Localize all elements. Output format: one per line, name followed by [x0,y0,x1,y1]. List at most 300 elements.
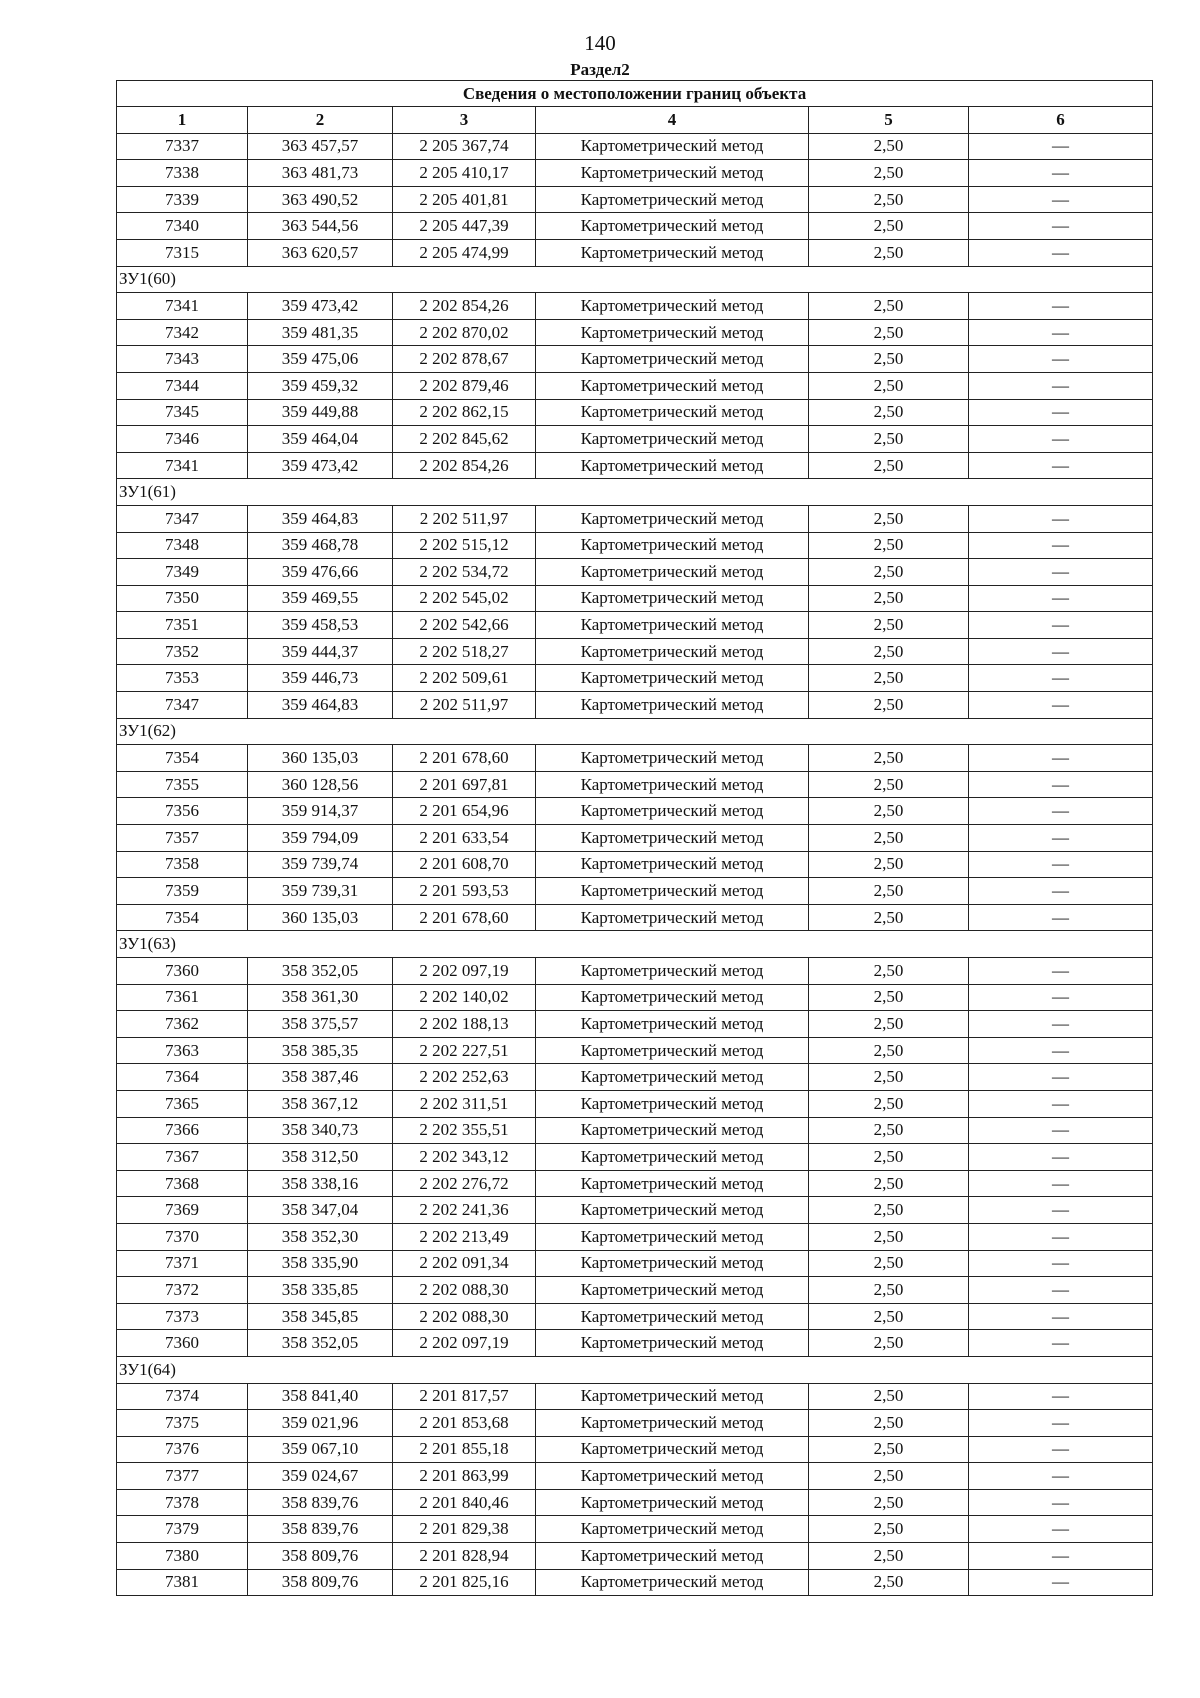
coord-x-cell: 359 464,83 [248,505,393,532]
method-cell: Картометрический метод [536,1011,809,1038]
description-cell: — [969,745,1153,772]
coord-y-cell: 2 201 817,57 [393,1383,536,1410]
description-cell: — [969,825,1153,852]
method-cell: Картометрический метод [536,160,809,187]
accuracy-cell: 2,50 [809,1436,969,1463]
description-cell: — [969,665,1153,692]
coord-x-cell: 358 335,90 [248,1250,393,1277]
coord-x-cell: 358 839,76 [248,1489,393,1516]
description-cell: — [969,293,1153,320]
accuracy-cell: 2,50 [809,1303,969,1330]
point-number-cell: 7363 [117,1037,248,1064]
table-row [117,878,1153,905]
coord-x-cell: 358 809,76 [248,1569,393,1596]
coord-y-cell: 2 205 401,81 [393,186,536,213]
method-cell: Картометрический метод [536,1543,809,1570]
point-number-cell: 7360 [117,958,248,985]
table-row [117,213,1153,240]
coord-x-cell: 359 464,04 [248,426,393,453]
group-header-row [117,931,1153,958]
coord-x-cell: 363 544,56 [248,213,393,240]
table-row [117,1516,1153,1543]
coord-x-cell: 360 128,56 [248,771,393,798]
point-number-cell: 7378 [117,1489,248,1516]
method-cell: Картометрический метод [536,426,809,453]
description-cell: — [969,1330,1153,1357]
method-cell: Картометрический метод [536,1170,809,1197]
coord-x-cell: 359 024,67 [248,1463,393,1490]
method-cell: Картометрический метод [536,585,809,612]
point-number-cell: 7380 [117,1543,248,1570]
description-cell: — [969,1277,1153,1304]
point-number-cell: 7377 [117,1463,248,1490]
method-cell: Картометрический метод [536,1410,809,1437]
coord-y-cell: 2 201 863,99 [393,1463,536,1490]
description-cell: — [969,1144,1153,1171]
method-cell: Картометрический метод [536,798,809,825]
coord-x-cell: 359 914,37 [248,798,393,825]
coord-x-cell: 358 335,85 [248,1277,393,1304]
accuracy-cell: 2,50 [809,904,969,931]
coord-x-cell: 359 481,35 [248,319,393,346]
point-number-cell: 7365 [117,1090,248,1117]
table-row [117,612,1153,639]
accuracy-cell: 2,50 [809,213,969,240]
point-number-cell: 7341 [117,293,248,320]
point-number-cell: 7347 [117,692,248,719]
description-cell: — [969,532,1153,559]
description-cell: — [969,1489,1153,1516]
coord-y-cell: 2 202 188,13 [393,1011,536,1038]
table-row [117,1383,1153,1410]
method-cell: Картометрический метод [536,1064,809,1091]
accuracy-cell: 2,50 [809,239,969,266]
coord-y-cell: 2 201 828,94 [393,1543,536,1570]
boundary-coordinates-table [116,80,1153,1596]
group-header-row [117,266,1153,293]
method-cell: Картометрический метод [536,612,809,639]
description-cell: — [969,958,1153,985]
coord-y-cell: 2 202 870,02 [393,319,536,346]
method-cell: Картометрический метод [536,1463,809,1490]
coord-x-cell: 358 347,04 [248,1197,393,1224]
accuracy-cell: 2,50 [809,798,969,825]
accuracy-cell: 2,50 [809,426,969,453]
description-cell: — [969,851,1153,878]
table-row [117,1489,1153,1516]
description-cell: — [969,213,1153,240]
description-cell: — [969,452,1153,479]
table-row [117,1410,1153,1437]
accuracy-cell: 2,50 [809,1064,969,1091]
description-cell: — [969,585,1153,612]
accuracy-cell: 2,50 [809,559,969,586]
accuracy-cell: 2,50 [809,638,969,665]
method-cell: Картометрический метод [536,505,809,532]
method-cell: Картометрический метод [536,851,809,878]
group-header-row [117,718,1153,745]
coord-y-cell: 2 201 697,81 [393,771,536,798]
description-cell: — [969,399,1153,426]
description-cell: — [969,1037,1153,1064]
coord-y-cell: 2 202 311,51 [393,1090,536,1117]
description-cell: — [969,505,1153,532]
description-cell: — [969,984,1153,1011]
point-number-cell: 7347 [117,505,248,532]
method-cell: Картометрический метод [536,399,809,426]
coord-y-cell: 2 202 515,12 [393,532,536,559]
group-label: ЗУ1(61) [117,479,1153,506]
coord-x-cell: 358 385,35 [248,1037,393,1064]
method-cell: Картометрический метод [536,1569,809,1596]
method-cell: Картометрический метод [536,1117,809,1144]
point-number-cell: 7340 [117,213,248,240]
method-cell: Картометрический метод [536,1516,809,1543]
description-cell: — [969,1410,1153,1437]
accuracy-cell: 2,50 [809,1197,969,1224]
coord-y-cell: 2 202 534,72 [393,559,536,586]
description-cell: — [969,1463,1153,1490]
point-number-cell: 7379 [117,1516,248,1543]
accuracy-cell: 2,50 [809,612,969,639]
description-cell: — [969,186,1153,213]
coord-y-cell: 2 201 593,53 [393,878,536,905]
coord-x-cell: 359 794,09 [248,825,393,852]
coord-y-cell: 2 205 367,74 [393,133,536,160]
description-cell: — [969,1543,1153,1570]
accuracy-cell: 2,50 [809,1489,969,1516]
accuracy-cell: 2,50 [809,160,969,187]
coord-x-cell: 360 135,03 [248,904,393,931]
point-number-cell: 7315 [117,239,248,266]
description-cell: — [969,133,1153,160]
accuracy-cell: 2,50 [809,1170,969,1197]
accuracy-cell: 2,50 [809,1090,969,1117]
method-cell: Картометрический метод [536,1250,809,1277]
coord-x-cell: 358 338,16 [248,1170,393,1197]
point-number-cell: 7373 [117,1303,248,1330]
method-cell: Картометрический метод [536,1223,809,1250]
method-cell: Картометрический метод [536,1037,809,1064]
accuracy-cell: 2,50 [809,1543,969,1570]
description-cell: — [969,1090,1153,1117]
table-row [117,186,1153,213]
method-cell: Картометрический метод [536,186,809,213]
coord-y-cell: 2 202 097,19 [393,958,536,985]
coord-x-cell: 359 446,73 [248,665,393,692]
coord-y-cell: 2 202 241,36 [393,1197,536,1224]
description-cell: — [969,1436,1153,1463]
method-cell: Картометрический метод [536,133,809,160]
table-row [117,851,1153,878]
point-number-cell: 7361 [117,984,248,1011]
accuracy-cell: 2,50 [809,1410,969,1437]
table-row [117,372,1153,399]
description-cell: — [969,612,1153,639]
column-header-1: 1 [117,107,248,134]
accuracy-cell: 2,50 [809,745,969,772]
description-cell: — [969,692,1153,719]
point-number-cell: 7376 [117,1436,248,1463]
coord-y-cell: 2 202 542,66 [393,612,536,639]
accuracy-cell: 2,50 [809,505,969,532]
accuracy-cell: 2,50 [809,771,969,798]
point-number-cell: 7342 [117,319,248,346]
coord-y-cell: 2 202 276,72 [393,1170,536,1197]
coord-x-cell: 359 464,83 [248,692,393,719]
accuracy-cell: 2,50 [809,293,969,320]
method-cell: Картометрический метод [536,239,809,266]
point-number-cell: 7375 [117,1410,248,1437]
coord-x-cell: 358 352,05 [248,1330,393,1357]
coord-y-cell: 2 201 829,38 [393,1516,536,1543]
point-number-cell: 7364 [117,1064,248,1091]
description-cell: — [969,1064,1153,1091]
table-caption: Сведения о местоположении границ объекта [117,81,1153,107]
table-row [117,1436,1153,1463]
point-number-cell: 7350 [117,585,248,612]
description-cell: — [969,239,1153,266]
coord-x-cell: 359 739,31 [248,878,393,905]
description-cell: — [969,426,1153,453]
method-cell: Картометрический метод [536,984,809,1011]
accuracy-cell: 2,50 [809,1144,969,1171]
coord-y-cell: 2 202 511,97 [393,505,536,532]
table-row [117,133,1153,160]
coord-y-cell: 2 202 140,02 [393,984,536,1011]
method-cell: Картометрический метод [536,958,809,985]
point-number-cell: 7354 [117,745,248,772]
group-label: ЗУ1(60) [117,266,1153,293]
coord-x-cell: 363 490,52 [248,186,393,213]
table-row [117,160,1153,187]
table-row [117,346,1153,373]
accuracy-cell: 2,50 [809,1463,969,1490]
accuracy-cell: 2,50 [809,1330,969,1357]
accuracy-cell: 2,50 [809,692,969,719]
accuracy-cell: 2,50 [809,1516,969,1543]
point-number-cell: 7372 [117,1277,248,1304]
method-cell: Картометрический метод [536,638,809,665]
method-cell: Картометрический метод [536,1330,809,1357]
coord-x-cell: 359 473,42 [248,293,393,320]
point-number-cell: 7353 [117,665,248,692]
point-number-cell: 7366 [117,1117,248,1144]
method-cell: Картометрический метод [536,346,809,373]
point-number-cell: 7368 [117,1170,248,1197]
coord-x-cell: 358 312,50 [248,1144,393,1171]
point-number-cell: 7381 [117,1569,248,1596]
coord-y-cell: 2 202 355,51 [393,1117,536,1144]
description-cell: — [969,1383,1153,1410]
point-number-cell: 7356 [117,798,248,825]
column-header-4: 4 [536,107,809,134]
description-cell: — [969,904,1153,931]
table-row [117,958,1153,985]
table-row [117,825,1153,852]
table-row [117,1569,1153,1596]
point-number-cell: 7360 [117,1330,248,1357]
method-cell: Картометрический метод [536,771,809,798]
coord-y-cell: 2 202 509,61 [393,665,536,692]
point-number-cell: 7367 [117,1144,248,1171]
accuracy-cell: 2,50 [809,665,969,692]
method-cell: Картометрический метод [536,293,809,320]
coord-x-cell: 359 444,37 [248,638,393,665]
description-cell: — [969,1170,1153,1197]
group-label: ЗУ1(62) [117,718,1153,745]
table-row [117,1117,1153,1144]
coord-x-cell: 358 809,76 [248,1543,393,1570]
table-row [117,1011,1153,1038]
description-cell: — [969,1117,1153,1144]
coord-y-cell: 2 201 678,60 [393,904,536,931]
table-row [117,692,1153,719]
table-caption-row [117,81,1153,107]
coord-x-cell: 359 473,42 [248,452,393,479]
method-cell: Картометрический метод [536,692,809,719]
description-cell: — [969,878,1153,905]
accuracy-cell: 2,50 [809,1037,969,1064]
point-number-cell: 7348 [117,532,248,559]
method-cell: Картометрический метод [536,904,809,931]
table-row [117,319,1153,346]
method-cell: Картометрический метод [536,825,809,852]
method-cell: Картометрический метод [536,1277,809,1304]
coord-x-cell: 358 367,12 [248,1090,393,1117]
coord-y-cell: 2 202 879,46 [393,372,536,399]
table-row [117,559,1153,586]
method-cell: Картометрический метод [536,878,809,905]
coord-x-cell: 358 387,46 [248,1064,393,1091]
point-number-cell: 7339 [117,186,248,213]
coord-x-cell: 359 476,66 [248,559,393,586]
coord-y-cell: 2 201 608,70 [393,851,536,878]
point-number-cell: 7343 [117,346,248,373]
coord-y-cell: 2 205 447,39 [393,213,536,240]
point-number-cell: 7357 [117,825,248,852]
coord-y-cell: 2 202 088,30 [393,1277,536,1304]
coord-y-cell: 2 202 878,67 [393,346,536,373]
point-number-cell: 7349 [117,559,248,586]
coord-y-cell: 2 201 825,16 [393,1569,536,1596]
description-cell: — [969,638,1153,665]
point-number-cell: 7351 [117,612,248,639]
accuracy-cell: 2,50 [809,1569,969,1596]
coord-x-cell: 359 468,78 [248,532,393,559]
coord-x-cell: 359 021,96 [248,1410,393,1437]
table-row [117,505,1153,532]
accuracy-cell: 2,50 [809,851,969,878]
accuracy-cell: 2,50 [809,984,969,1011]
coord-y-cell: 2 202 511,97 [393,692,536,719]
table-row [117,984,1153,1011]
method-cell: Картометрический метод [536,1489,809,1516]
coord-x-cell: 358 345,85 [248,1303,393,1330]
coord-x-cell: 359 067,10 [248,1436,393,1463]
table-row [117,1543,1153,1570]
coord-x-cell: 360 135,03 [248,745,393,772]
point-number-cell: 7338 [117,160,248,187]
accuracy-cell: 2,50 [809,399,969,426]
coord-y-cell: 2 202 854,26 [393,452,536,479]
table-row [117,1277,1153,1304]
method-cell: Картометрический метод [536,372,809,399]
method-cell: Картометрический метод [536,1383,809,1410]
coord-x-cell: 358 361,30 [248,984,393,1011]
point-number-cell: 7362 [117,1011,248,1038]
column-header-6: 6 [969,107,1153,134]
table-row [117,1170,1153,1197]
accuracy-cell: 2,50 [809,585,969,612]
coord-y-cell: 2 201 853,68 [393,1410,536,1437]
point-number-cell: 7358 [117,851,248,878]
method-cell: Картометрический метод [536,452,809,479]
column-header-row [117,107,1153,134]
coord-x-cell: 358 340,73 [248,1117,393,1144]
table-row [117,1463,1153,1490]
description-cell: — [969,559,1153,586]
table-row [117,1144,1153,1171]
table-row [117,798,1153,825]
group-label: ЗУ1(64) [117,1356,1153,1383]
point-number-cell: 7370 [117,1223,248,1250]
accuracy-cell: 2,50 [809,878,969,905]
table-row [117,1090,1153,1117]
table-row [117,1064,1153,1091]
coord-x-cell: 358 839,76 [248,1516,393,1543]
coord-y-cell: 2 201 678,60 [393,745,536,772]
accuracy-cell: 2,50 [809,1117,969,1144]
accuracy-cell: 2,50 [809,532,969,559]
coord-y-cell: 2 202 845,62 [393,426,536,453]
coord-y-cell: 2 205 410,17 [393,160,536,187]
method-cell: Картометрический метод [536,1436,809,1463]
coord-x-cell: 363 481,73 [248,160,393,187]
table-row [117,1197,1153,1224]
method-cell: Картометрический метод [536,1303,809,1330]
coord-y-cell: 2 202 091,34 [393,1250,536,1277]
coord-x-cell: 358 352,30 [248,1223,393,1250]
coord-y-cell: 2 202 854,26 [393,293,536,320]
coord-x-cell: 359 449,88 [248,399,393,426]
accuracy-cell: 2,50 [809,1011,969,1038]
point-number-cell: 7359 [117,878,248,905]
table-row [117,1303,1153,1330]
table-row [117,665,1153,692]
method-cell: Картометрический метод [536,559,809,586]
table-row [117,904,1153,931]
point-number-cell: 7354 [117,904,248,931]
coord-y-cell: 2 202 097,19 [393,1330,536,1357]
coord-x-cell: 359 475,06 [248,346,393,373]
table-row [117,1330,1153,1357]
table-row [117,399,1153,426]
coord-y-cell: 2 202 343,12 [393,1144,536,1171]
table-body [117,133,1153,1596]
accuracy-cell: 2,50 [809,958,969,985]
description-cell: — [969,771,1153,798]
description-cell: — [969,372,1153,399]
table-row [117,532,1153,559]
point-number-cell: 7345 [117,399,248,426]
point-number-cell: 7374 [117,1383,248,1410]
point-number-cell: 7341 [117,452,248,479]
accuracy-cell: 2,50 [809,346,969,373]
method-cell: Картометрический метод [536,532,809,559]
description-cell: — [969,346,1153,373]
point-number-cell: 7337 [117,133,248,160]
